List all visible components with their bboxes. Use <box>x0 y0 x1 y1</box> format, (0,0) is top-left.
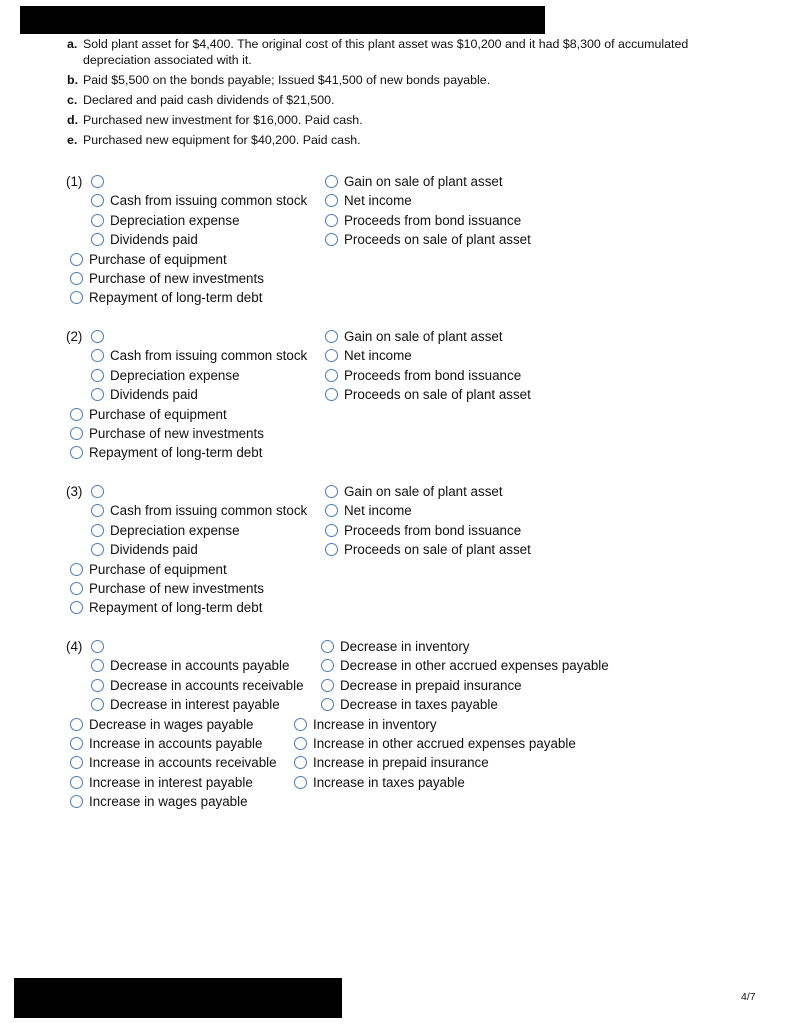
radio-button[interactable] <box>325 369 338 382</box>
radio-button[interactable] <box>294 776 307 789</box>
option-label: Purchase of new investments <box>89 426 264 441</box>
problem-text: Purchased new equipment for $40,200. Paid cash. <box>83 133 361 147</box>
answer-option[interactable] <box>294 773 465 792</box>
option-label: Depreciation expense <box>110 522 240 538</box>
radio-button[interactable] <box>325 194 338 207</box>
option-label: Purchase of equipment <box>89 251 227 267</box>
question-number: (3) <box>66 484 83 499</box>
radio-button[interactable] <box>70 601 83 614</box>
problem-item-c <box>67 92 727 108</box>
problem-letter: d. <box>67 113 79 127</box>
answer-option[interactable] <box>70 288 262 307</box>
option-label: Decrease in interest payable <box>110 697 280 713</box>
answer-option[interactable] <box>70 579 264 598</box>
answer-option[interactable] <box>325 385 531 404</box>
redacted-footer-bar <box>14 978 342 1018</box>
option-label: Proceeds from bond issuance <box>344 367 522 383</box>
radio-button[interactable] <box>91 543 104 556</box>
answer-option[interactable] <box>325 172 503 191</box>
answer-option[interactable] <box>91 191 307 210</box>
option-label: Gain on sale of plant asset <box>344 329 503 344</box>
option-label: Increase in inventory <box>313 716 437 732</box>
radio-button[interactable] <box>321 640 334 653</box>
option-label: Purchase of equipment <box>89 406 227 422</box>
radio-button[interactable] <box>91 194 104 207</box>
option-label: Gain on sale of plant asset <box>344 484 503 499</box>
answer-option[interactable] <box>70 443 262 462</box>
radio-button[interactable] <box>325 175 338 188</box>
answer-option[interactable] <box>70 753 277 772</box>
radio-button[interactable] <box>294 756 307 769</box>
problem-item-a <box>67 36 727 68</box>
option-label: Dividends paid <box>110 542 198 558</box>
option-label: Decrease in inventory <box>340 639 470 654</box>
blank-option[interactable] <box>91 482 110 501</box>
question-number: (1) <box>66 174 83 189</box>
radio-button[interactable] <box>91 485 104 498</box>
option-label: Increase in taxes payable <box>313 774 465 790</box>
answer-option[interactable] <box>325 346 412 365</box>
option-label: Proceeds on sale of plant asset <box>344 387 531 403</box>
answer-option[interactable] <box>294 753 489 772</box>
answer-option[interactable] <box>321 676 522 695</box>
answer-option[interactable] <box>91 385 198 404</box>
question-number: (4) <box>66 639 83 654</box>
option-label: Increase in other accrued expenses payable <box>313 736 576 751</box>
problem-letter: c. <box>67 93 78 107</box>
answer-option[interactable] <box>70 250 227 269</box>
answer-option[interactable] <box>325 521 521 540</box>
answer-option[interactable] <box>70 560 227 579</box>
option-label: Decrease in prepaid insurance <box>340 677 522 693</box>
answer-option[interactable] <box>70 269 264 288</box>
option-label: Gain on sale of plant asset <box>344 174 503 189</box>
question-number: (2) <box>66 329 83 344</box>
answer-option[interactable] <box>70 773 253 792</box>
option-label: Decrease in taxes payable <box>340 697 498 713</box>
answer-option[interactable] <box>294 734 576 753</box>
option-label: Repayment of long-term debt <box>89 445 263 461</box>
answer-option[interactable] <box>91 211 240 230</box>
problem-item-e <box>67 132 727 148</box>
radio-button[interactable] <box>91 640 104 653</box>
option-label: Dividends paid <box>110 387 198 403</box>
radio-button[interactable] <box>91 214 104 227</box>
radio-button[interactable] <box>91 504 104 517</box>
problem-list <box>67 36 727 152</box>
option-label: Increase in interest payable <box>89 774 253 790</box>
answer-option[interactable] <box>325 366 521 385</box>
answer-option[interactable] <box>91 230 198 249</box>
answer-option[interactable] <box>321 656 609 675</box>
radio-button[interactable] <box>294 718 307 731</box>
option-label: Decrease in other accrued expenses payable <box>340 658 609 674</box>
blank-option[interactable] <box>91 327 110 346</box>
problem-text: Sold plant asset for $4,400. The original cost of this plant asset was $10,200 and it had $8,300 of accumulated depreciation associated with it. <box>83 37 689 67</box>
option-label: Dividends paid <box>110 232 198 248</box>
radio-button[interactable] <box>325 388 338 401</box>
radio-button[interactable] <box>91 175 104 188</box>
option-label: Net income <box>344 503 412 519</box>
blank-option[interactable] <box>91 637 110 656</box>
radio-button[interactable] <box>321 679 334 692</box>
problem-letter: e. <box>67 133 78 147</box>
answer-option[interactable] <box>91 676 304 695</box>
answer-option[interactable] <box>294 715 437 734</box>
option-label: Decrease in accounts receivable <box>110 677 304 693</box>
answer-option[interactable] <box>70 598 262 617</box>
radio-button[interactable] <box>70 776 83 789</box>
problem-text: Paid $5,500 on the bonds payable; Issued $41,500 of new bonds payable. <box>83 73 491 87</box>
radio-button[interactable] <box>70 427 83 440</box>
answer-option[interactable] <box>321 637 470 656</box>
answer-option[interactable] <box>325 230 531 249</box>
option-label: Proceeds from bond issuance <box>344 212 522 228</box>
option-label: Purchase of new investments <box>89 271 264 286</box>
answer-option[interactable] <box>70 405 227 424</box>
answer-option[interactable] <box>70 734 262 753</box>
radio-button[interactable] <box>91 679 104 692</box>
problem-item-d <box>67 112 727 128</box>
option-label: Repayment of long-term debt <box>89 600 263 616</box>
option-label: Increase in prepaid insurance <box>313 755 489 771</box>
option-label: Decrease in accounts payable <box>110 658 290 674</box>
answer-option[interactable] <box>70 792 248 811</box>
radio-button[interactable] <box>70 291 83 304</box>
radio-button[interactable] <box>70 272 83 285</box>
radio-button[interactable] <box>325 504 338 517</box>
answer-option[interactable] <box>91 346 307 365</box>
problem-text: Declared and paid cash dividends of $21,500. <box>83 93 335 107</box>
radio-button[interactable] <box>91 330 104 343</box>
option-label: Depreciation expense <box>110 367 240 383</box>
option-label: Net income <box>344 348 412 364</box>
blank-option[interactable] <box>91 172 110 191</box>
radio-button[interactable] <box>325 214 338 227</box>
option-label: Depreciation expense <box>110 212 240 228</box>
option-label: Cash from issuing common stock <box>110 193 308 209</box>
option-label: Decrease in wages payable <box>89 716 254 732</box>
answer-option[interactable] <box>91 366 240 385</box>
radio-button[interactable] <box>91 524 104 537</box>
radio-button[interactable] <box>91 233 104 246</box>
answer-option[interactable] <box>325 211 521 230</box>
answer-option[interactable] <box>91 656 289 675</box>
answer-option[interactable] <box>91 521 240 540</box>
radio-button[interactable] <box>325 330 338 343</box>
radio-button[interactable] <box>70 408 83 421</box>
answer-option[interactable] <box>91 695 280 714</box>
radio-button[interactable] <box>91 369 104 382</box>
option-label: Cash from issuing common stock <box>110 348 308 364</box>
option-label: Proceeds from bond issuance <box>344 522 522 538</box>
problem-item-b <box>67 72 727 88</box>
radio-button[interactable] <box>321 659 334 672</box>
option-label: Proceeds on sale of plant asset <box>344 542 531 558</box>
option-label: Net income <box>344 193 412 209</box>
answer-option[interactable] <box>325 327 503 346</box>
answer-option[interactable] <box>91 501 307 520</box>
answer-option[interactable] <box>325 482 503 501</box>
answer-option[interactable] <box>70 424 264 443</box>
radio-button[interactable] <box>294 737 307 750</box>
radio-button[interactable] <box>70 718 83 731</box>
problem-letter: b. <box>67 73 79 87</box>
answer-option[interactable] <box>325 501 412 520</box>
option-label: Proceeds on sale of plant asset <box>344 232 531 248</box>
option-label: Purchase of new investments <box>89 581 264 596</box>
radio-button[interactable] <box>91 349 104 362</box>
answer-option[interactable] <box>70 715 254 734</box>
radio-button[interactable] <box>91 388 104 401</box>
problem-letter: a. <box>67 37 78 51</box>
radio-button[interactable] <box>70 563 83 576</box>
problem-text: Purchased new investment for $16,000. Paid cash. <box>83 113 363 127</box>
radio-button[interactable] <box>70 756 83 769</box>
radio-button[interactable] <box>70 737 83 750</box>
answer-option[interactable] <box>91 540 198 559</box>
radio-button[interactable] <box>325 349 338 362</box>
radio-button[interactable] <box>91 698 104 711</box>
radio-button[interactable] <box>70 582 83 595</box>
radio-button[interactable] <box>70 795 83 808</box>
option-label: Increase in wages payable <box>89 794 248 810</box>
radio-button[interactable] <box>325 233 338 246</box>
redacted-header-bar <box>20 6 545 34</box>
radio-button[interactable] <box>70 446 83 459</box>
radio-button[interactable] <box>321 698 334 711</box>
option-label: Repayment of long-term debt <box>89 290 263 306</box>
answer-option[interactable] <box>325 191 412 210</box>
option-label: Increase in accounts receivable <box>89 755 277 771</box>
page-number: 4/7 <box>741 991 756 1003</box>
radio-button[interactable] <box>91 659 104 672</box>
option-label: Cash from issuing common stock <box>110 503 308 519</box>
answer-option[interactable] <box>325 540 531 559</box>
radio-button[interactable] <box>70 253 83 266</box>
radio-button[interactable] <box>325 524 338 537</box>
option-label: Increase in accounts payable <box>89 736 263 751</box>
option-label: Purchase of equipment <box>89 561 227 577</box>
answer-option[interactable] <box>321 695 498 714</box>
radio-button[interactable] <box>325 543 338 556</box>
radio-button[interactable] <box>325 485 338 498</box>
